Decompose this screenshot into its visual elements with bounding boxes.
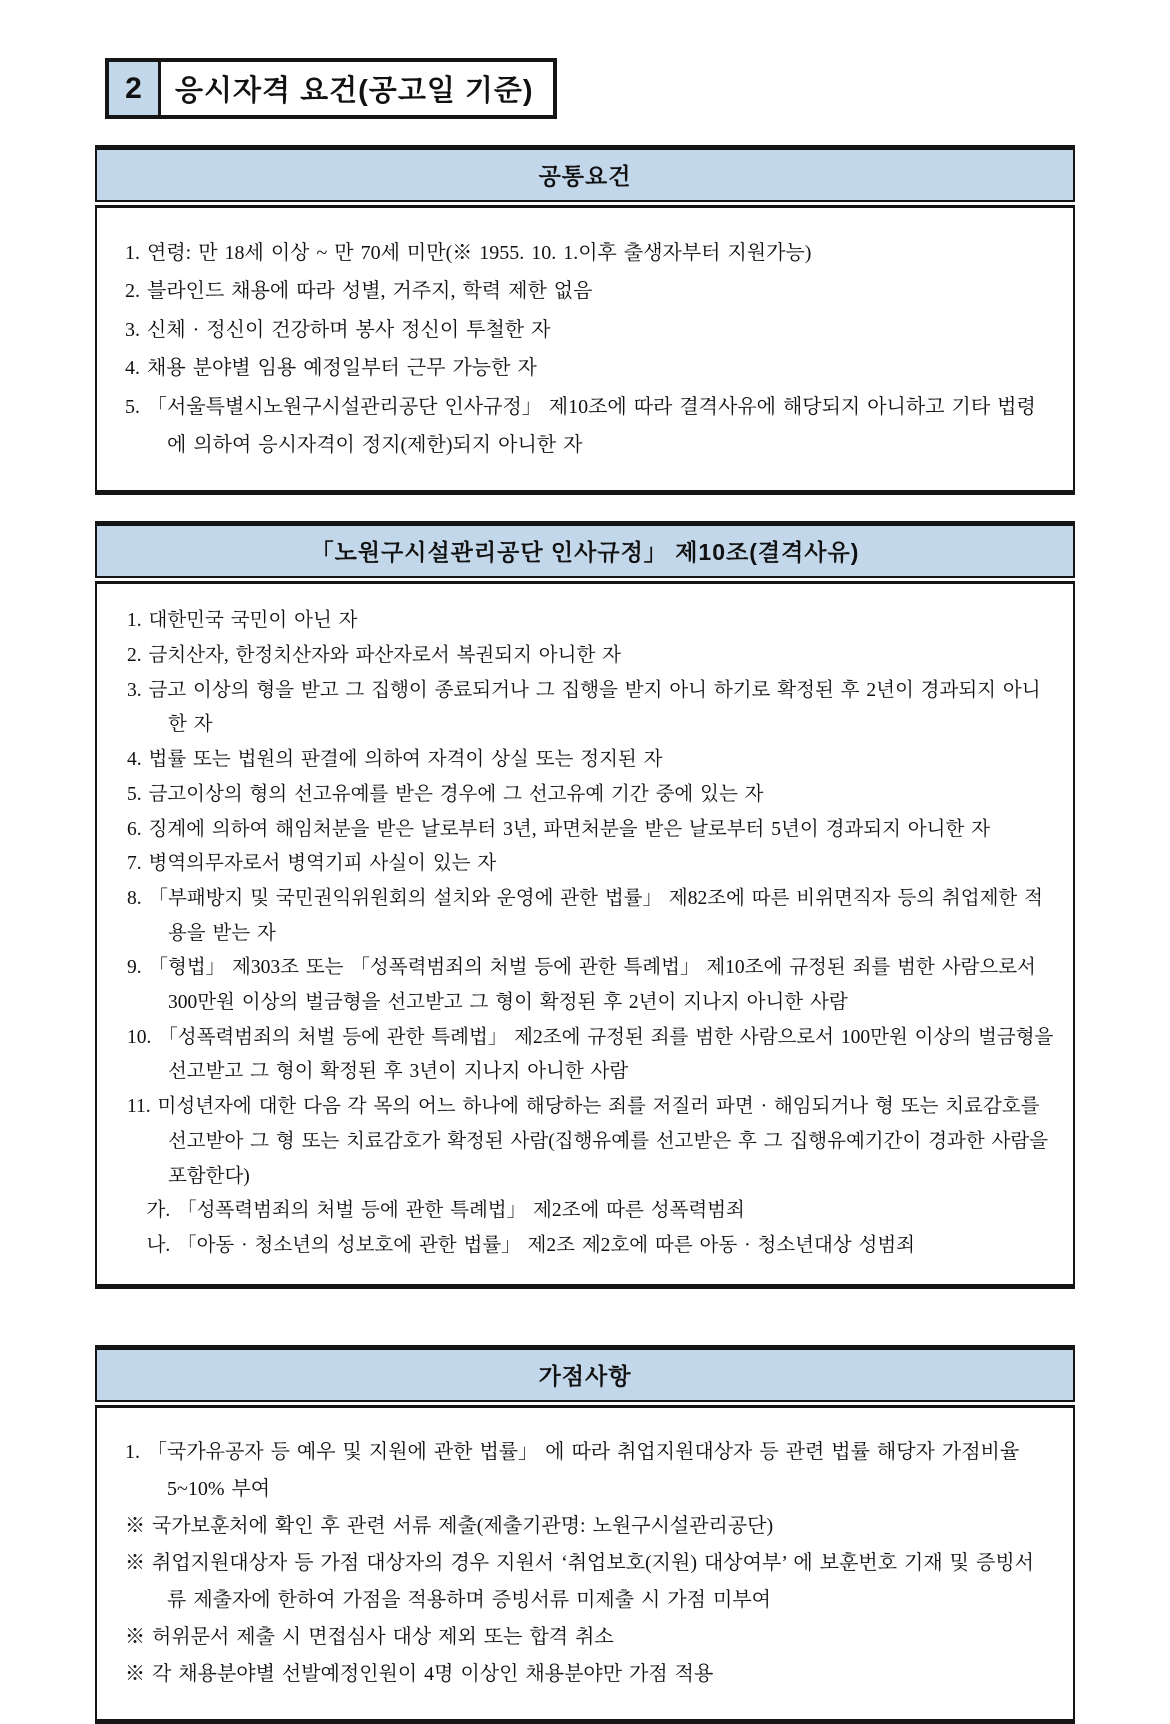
list-item: 1. 연령: 만 18세 이상 ~ 만 70세 미만(※ 1955. 10. 1.이후 출생자부터 지원가능): [125, 242, 812, 264]
list-item: 8. 「부패방지 및 국민권익위원회의 설치와 운영에 관한 법률」 제82조에 따른 비위면직자 등의 취업제한 적용을 받는 자: [127, 887, 1043, 944]
section-disqualification: [95, 521, 1075, 1288]
section-number-badge: 2: [109, 62, 161, 115]
list-item: 7. 병역의무자로서 병역기피 사실이 있는 자: [127, 853, 497, 875]
list-item: 9. 「형법」 제303조 또는 「성폭력범죄의 처벌 등에 관한 특례법」 제10조에 규정된 죄를 범한 사람으로서 300만원 이상의 벌금형을 선고받고 그 형이 확정된 후 2년이 지나지 아니한 사람: [127, 957, 1036, 1014]
list-item: 11. 미성년자에 대한 다음 각 목의 어느 하나에 해당하는 죄를 저질러 파면 · 해임되거나 형 또는 치료감호를 선고받아 그 형 또는 치료감호가 확정된 사람(집행유예를 선고받은 후 그 집행유예기간이 경과한 사람을 포함한다): [127, 1096, 1049, 1187]
list-item: ※ 각 채용분야별 선발예정인원이 4명 이상인 채용분야만 가점 적용: [125, 1662, 714, 1685]
section-bonus-points: [95, 1345, 1075, 1724]
list-item: 10. 「성폭력범죄의 처벌 등에 관한 특례법」 제2조에 규정된 죄를 범한 사람으로서 100만원 이상의 벌금형을 선고받고 그 형이 확정된 후 3년이 지나지 아니한 사람: [127, 1026, 1054, 1083]
list-item: 4. 채용 분야별 임용 예정일부터 근무 가능한 자: [125, 357, 537, 380]
list-item: 5. 「서울특별시노원구시설관리공단 인사규정」 제10조에 따라 결격사유에 해당되지 아니하고 기타 법령에 의하여 응시자격이 정지(제한)되지 아니한 자: [125, 395, 1036, 456]
list-item: 3. 신체 · 정신이 건강하며 봉사 정신이 투철한 자: [125, 318, 551, 341]
list-item: 1. 대한민국 국민이 아닌 자: [127, 610, 358, 632]
list-item: 1. 「국가유공자 등 예우 및 지원에 관한 법률」 에 따라 취업지원대상자 등 관련 법률 해당자 가점비율 5~10% 부여: [125, 1440, 1020, 1500]
list-item: 3. 금고 이상의 형을 받고 그 집행이 종료되거나 그 집행을 받지 아니 하기로 확정된 후 2년이 경과되지 아니한 자: [127, 679, 1041, 736]
section-header-disqualification: 「노원구시설관리공단 인사규정」 제10조(결격사유): [95, 521, 1075, 578]
list-item: ※ 국가보훈처에 확인 후 관련 서류 제출(제출기관명: 노원구시설관리공단): [125, 1514, 774, 1537]
list-item: ※ 취업지원대상자 등 가점 대상자의 경우 지원서 ‘취업보호(지원) 대상여부’ 에 보훈번호 기재 및 증빙서류 제출자에 한하여 가점을 적용하며 증빙서류 미제출 시 가점 미부여: [125, 1551, 1034, 1611]
list-item: 6. 징계에 의하여 해임처분을 받은 날로부터 3년, 파면처분을 받은 날로부터 5년이 경과되지 아니한 자: [127, 818, 991, 840]
section-body-disqualification: [95, 581, 1075, 1288]
list-subitem: 가. 「성폭력범죄의 처벌 등에 관한 특례법」 제2조에 따른 성폭력범죄: [146, 1200, 745, 1222]
section-body-bonus: [95, 1405, 1075, 1724]
list-item: 2. 금치산자, 한정치산자와 파산자로서 복권되지 아니한 자: [127, 645, 622, 667]
section-body-common: [95, 205, 1075, 495]
section-header-bonus: 가점사항: [95, 1345, 1075, 1402]
section-common-requirements: [95, 145, 1075, 495]
section-header-common: 공통요건: [95, 145, 1075, 202]
list-item: 2. 블라인드 채용에 따라 성별, 거주지, 학력 제한 없음: [125, 280, 593, 303]
list-item: 4. 법률 또는 법원의 판결에 의하여 자격이 상실 또는 정지된 자: [127, 749, 663, 771]
list-item: ※ 허위문서 제출 시 면접심사 대상 제외 또는 합격 취소: [125, 1625, 614, 1648]
page-title: 응시자격 요건(공고일 기준): [175, 75, 534, 107]
list-subitem: 나. 「아동 · 청소년의 성보호에 관한 법률」 제2조 제2호에 따른 아동 · 청소년대상 성범죄: [146, 1235, 916, 1256]
list-item: 5. 금고이상의 형의 선고유예를 받은 경우에 그 선고유예 기간 중에 있는 자: [127, 783, 764, 805]
section-title-bar: [105, 58, 557, 119]
